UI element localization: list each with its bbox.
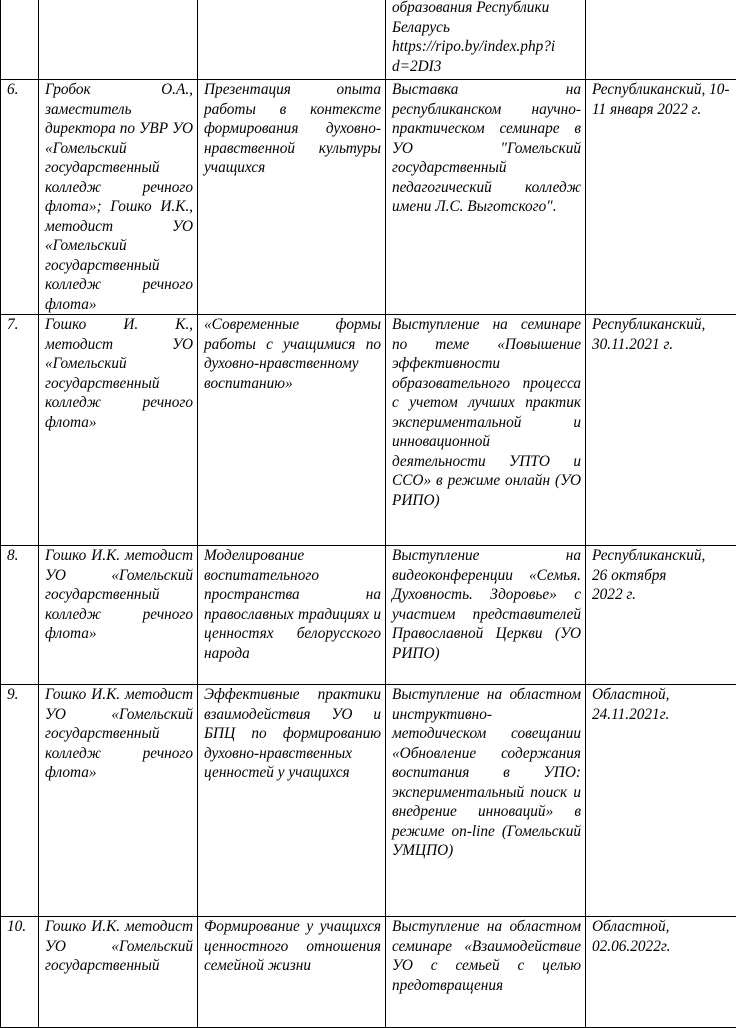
author-cell: Гошко И.К. методист УО «Гомельский государственный [39, 917, 198, 1028]
author-cell: Гробок О.А., заместитель директора по УВР УО «Гомельский государственный колледж речного флота»; Гошко И.К., методист УО «Гомельский государственный колледж речного флота» [39, 80, 198, 315]
event-cell: Выступление на областном семинаре «Взаимодействие УО с семьей с целью предотвращения [386, 917, 586, 1028]
topic-cell: Моделирование воспитательного пространства на православных традициях и ценностях белорусского народа [198, 546, 386, 685]
topic-cell: Эффективные практики взаимодействия УО и БПЦ по формированию духовно-нравственных ценностей у учащихся [198, 685, 386, 917]
event-cell: Выступление на семинаре по теме «Повышение эффективности образовательного процесса с учетом лучших практик экспериментальной и инновационной деятельности УПТО и ССО» в режиме онлайн (УО РИПО) [386, 315, 586, 546]
author-cell [39, 0, 198, 80]
author-cell: Гошко И.К. методист УО «Гомельский государственный колледж речного флота» [39, 546, 198, 685]
table-row [1, 315, 736, 546]
event-cell: Выступление на областном инструктивно-методическом совещании «Обновление содержания воспитания в УПО: экспериментальный поиск и внедрение инноваций» в режиме on-line (Гомельский УМЦПО) [386, 685, 586, 917]
table-row [1, 546, 736, 685]
topic-cell: Презентация опыта работы в контексте формирования духовно-нравственной культуры учащихся [198, 80, 386, 315]
level-date-cell: Областной, 24.11.2021г. [586, 685, 736, 917]
topic-cell: Формирование у учащихся ценностного отношения семейной жизни [198, 917, 386, 1028]
level-date-cell: Республиканский, 26 октября 2022 г. [586, 546, 736, 685]
table-row [1, 917, 736, 1028]
row-number-cell: 6. [1, 80, 39, 315]
event-cell: Выставка на республиканском научно-практическом семинаре в УО "Гомельский государственный педагогический колледж имени Л.С. Выготского". [386, 80, 586, 315]
table-row [1, 0, 736, 80]
author-cell: Гошко И. К., методист УО «Гомельский государственный колледж речного флота» [39, 315, 198, 546]
level-date-cell: Областной, 02.06.2022г. [586, 917, 736, 1028]
level-date-cell [586, 0, 736, 80]
row-number-cell: 10. [1, 917, 39, 1028]
row-number-cell: 8. [1, 546, 39, 685]
row-number-cell: 7. [1, 315, 39, 546]
table-row [1, 80, 736, 315]
event-cell: Выступление на видеоконференции «Семья. Духовность. Здоровье» с участием представителей Православной Церкви (УО РИПО) [386, 546, 586, 685]
row-number-cell: 9. [1, 685, 39, 917]
topic-cell [198, 0, 386, 80]
topic-cell: «Современные формы работы с учащимися по духовно-нравственному воспитанию» [198, 315, 386, 546]
row-number-cell [1, 0, 39, 80]
event-cell: образования Республики Беларусь https://ripo.by/index.php?i d=2DI3 [386, 0, 586, 80]
level-date-cell: Республиканский, 30.11.2021 г. [586, 315, 736, 546]
table-row [1, 685, 736, 917]
level-date-cell: Республиканский, 10-11 января 2022 г. [586, 80, 736, 315]
author-cell: Гошко И.К. методист УО «Гомельский государственный колледж речного флота» [39, 685, 198, 917]
